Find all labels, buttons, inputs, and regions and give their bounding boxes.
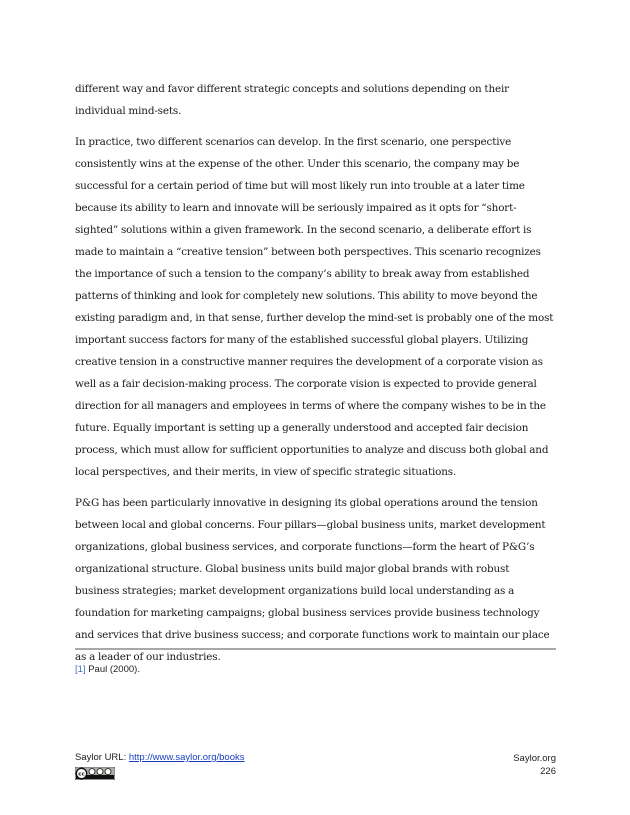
body-paragraph-3: P&G has been particularly innovative in designing its global operations around the tension between local and global concerns. Four pillars—global business units, market development organizations, global business services, and corporate functions—form the heart of P&G’s organizational structure. Global business units build major global brands with robust business strategies; market development organizations build local understanding as a foundation for marketing campaigns; global business services provide business technology and services that drive business success; and corporate functions work to maintain our place as a leader of our industries. bbox=[75, 497, 550, 663]
footnote-ref-link[interactable]: [1] bbox=[75, 664, 86, 675]
main-text bbox=[75, 78, 555, 677]
body-paragraph-1: different way and favor different strategic concepts and solutions depending on their individual mind-sets. bbox=[75, 83, 509, 117]
footnote-text: Paul (2000). bbox=[85, 664, 140, 675]
creative-commons-license-icon[interactable] bbox=[75, 767, 115, 780]
site-name: Saylor.org bbox=[513, 753, 556, 764]
svg-text:cc: cc bbox=[78, 771, 85, 778]
footer-right bbox=[513, 752, 556, 778]
page-number: 226 bbox=[540, 766, 556, 777]
saylor-url-label: Saylor URL: bbox=[75, 752, 129, 763]
saylor-url-link[interactable]: http://www.saylor.org/books bbox=[128, 752, 245, 763]
footer-left bbox=[75, 752, 245, 763]
footnote-separator bbox=[75, 648, 556, 650]
footnote bbox=[75, 664, 140, 675]
body-paragraph-2: In practice, two different scenarios can develop. In the first scenario, one perspective consistently wins at the expense of the other. Under this scenario, the company may be successful for a certain period of time but will most likely run into trouble at a later time because its ability to learn and innovate will be seriously impaired as it opts for “short-sighted” solutions within a given framework. In the second scenario, a deliberate effort is made to maintain a “creative tension” between both perspectives. This scenario recognizes the importance of such a tension to the company’s ability to break away from established patterns of thinking and look for completely new solutions. This ability to move beyond the existing paradigm and, in that sense, further develop the mind-set is probably one of the most important success factors for many of the established successful global players. Utilizing creative tension in a constructive manner requires the development of a corporate vision as well as a fair decision-making process. The corporate vision is expected to provide general direction for all managers and employees in terms of where the company wishes to be in the future. Equally important is setting up a generally understood and accepted fair decision process, which must allow for sufficient opportunities to analyze and discuss both global and local perspectives, and their merits, in view of specific strategic situations. bbox=[75, 136, 554, 478]
